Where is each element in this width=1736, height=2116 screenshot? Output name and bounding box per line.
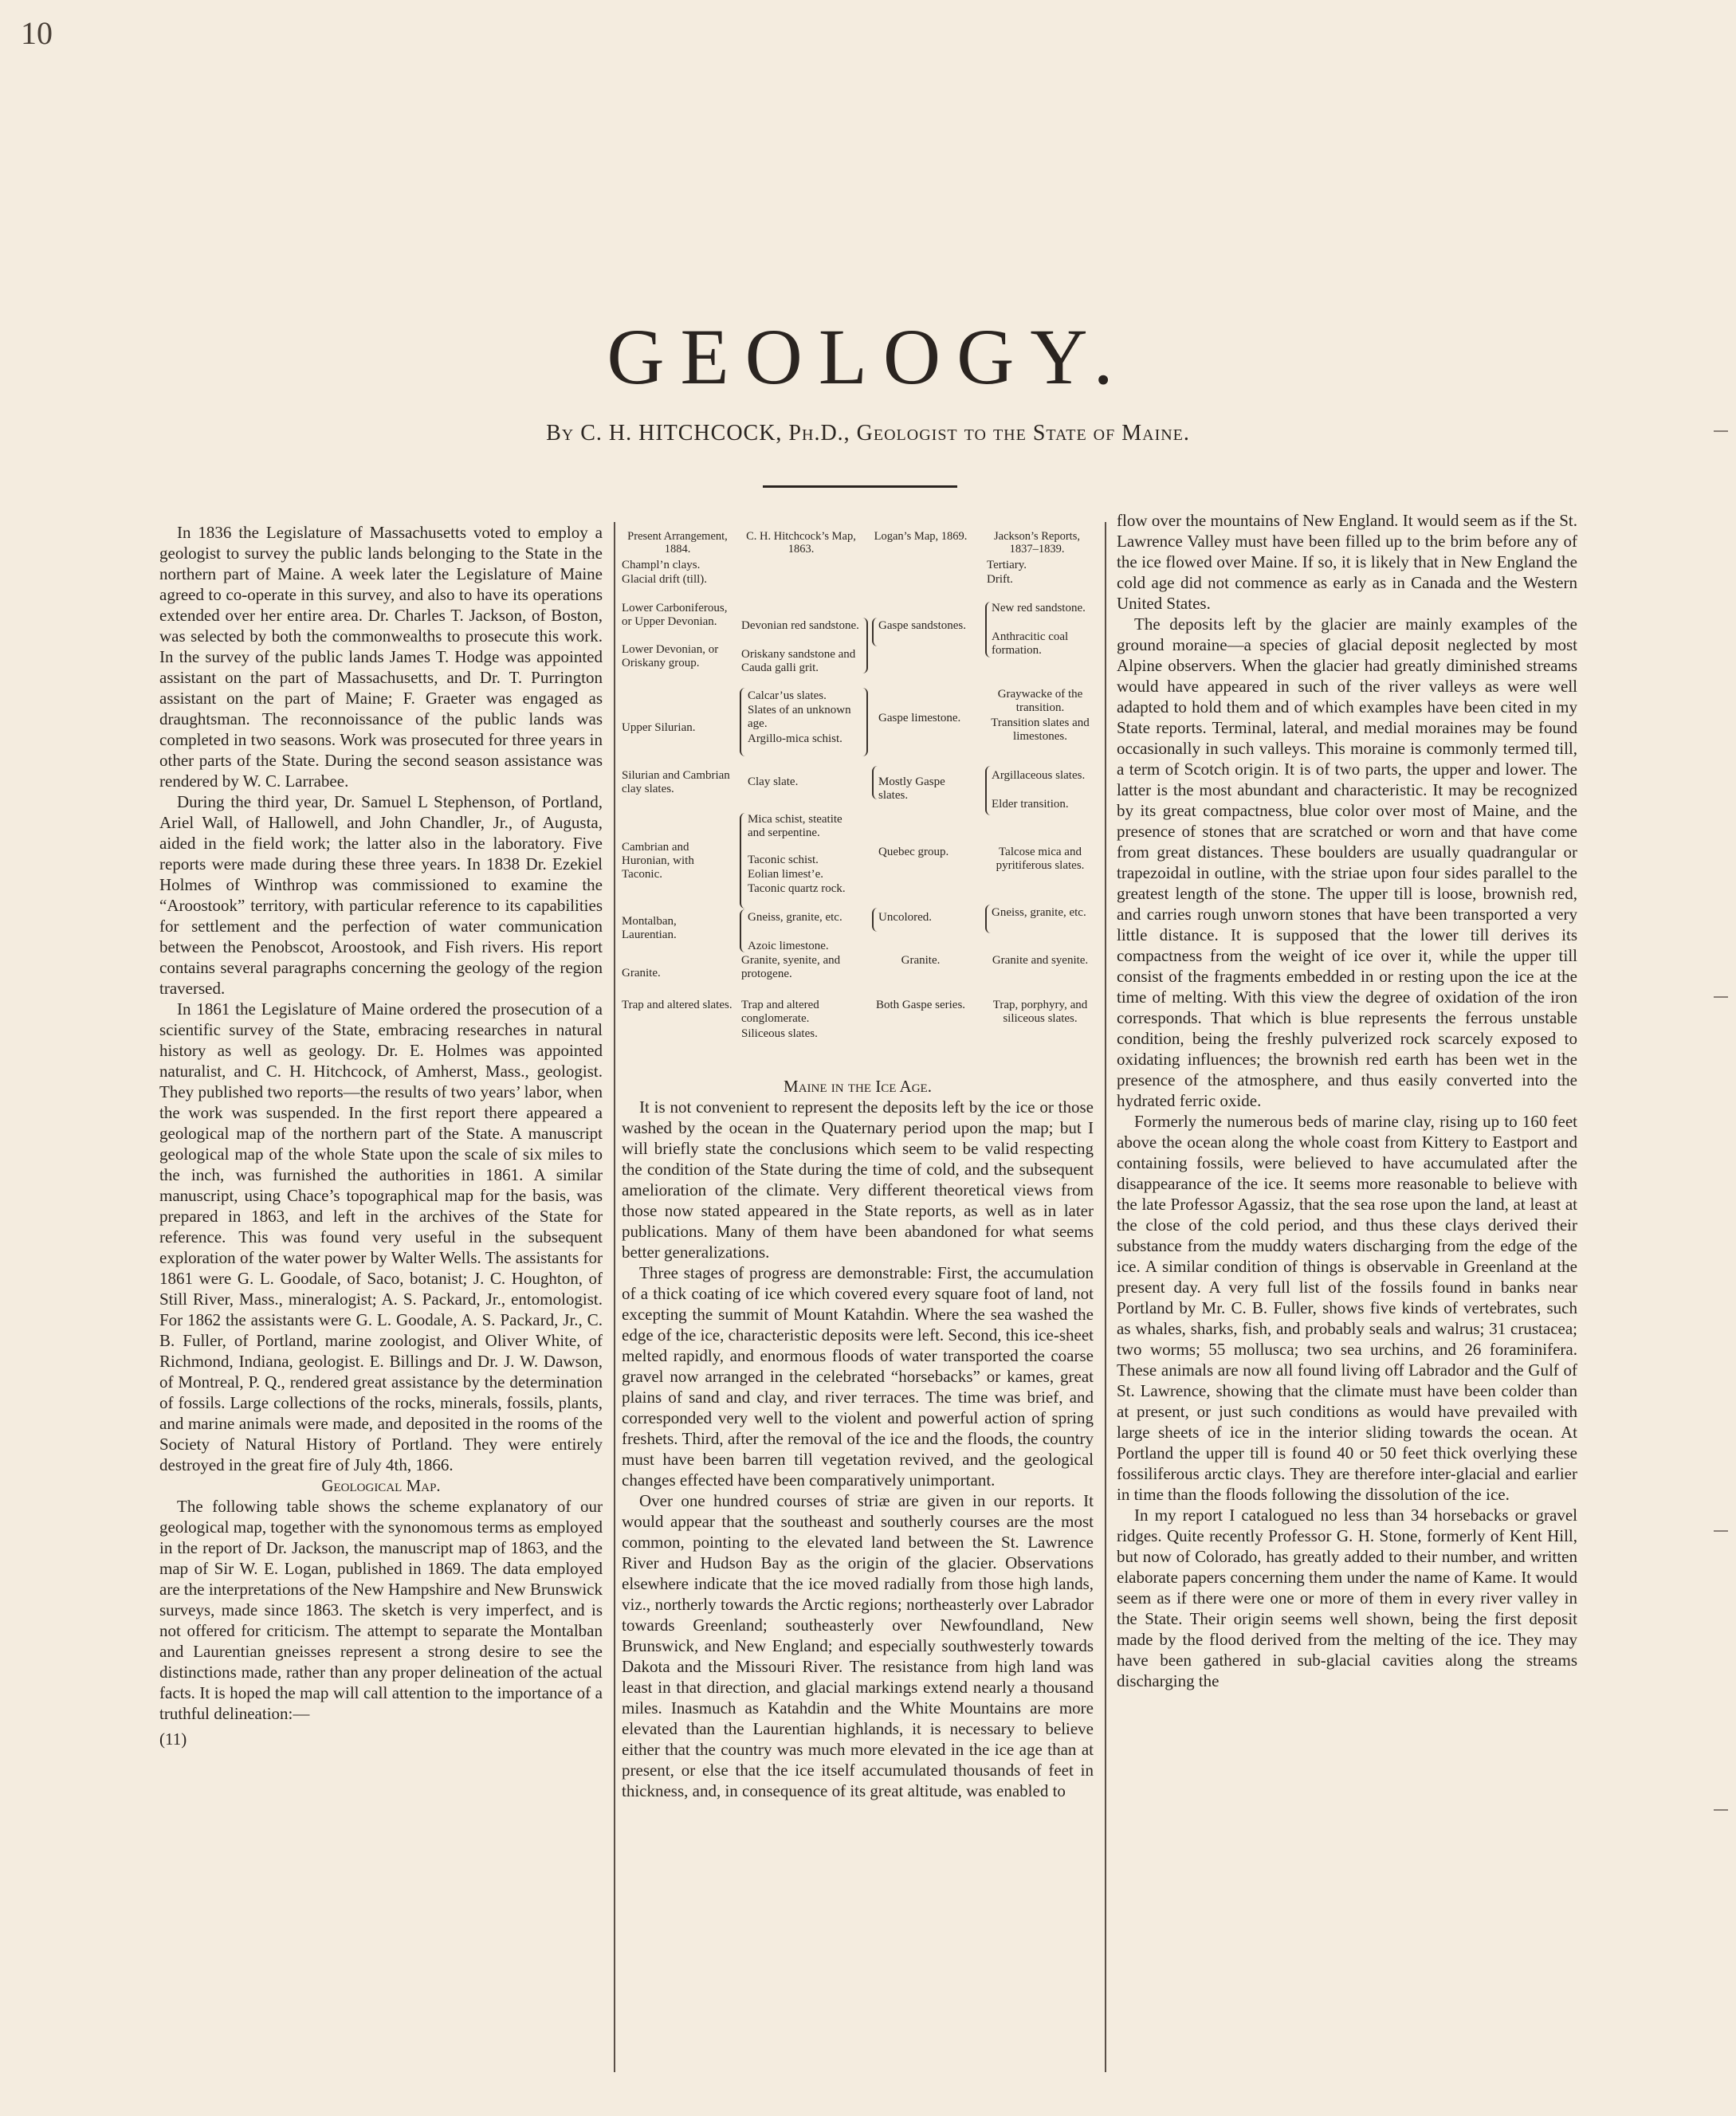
column-divider: [614, 522, 615, 2072]
table-cell: Graywacke of the transition.: [997, 688, 1083, 714]
table-cell: Granite.: [901, 954, 941, 967]
table-header: Jackson’s Reports, 1837–1839.: [994, 530, 1080, 555]
table-cell: New red sandstone.: [992, 602, 1086, 614]
table-brace: [862, 618, 868, 673]
title-rule: [763, 485, 957, 488]
table-cell: Calcar’us slates.: [748, 689, 827, 702]
byline: By C. H. HITCHCOCK, Ph.D., Geologist to the State of Maine.: [546, 421, 1190, 446]
table-cell: Elder transition.: [992, 798, 1069, 811]
table-cell: Anthracitic coal formation.: [992, 630, 1069, 657]
table-cell: Quebec group.: [878, 846, 949, 858]
paragraph: Three stages of progress are demonstrable: First, the accumulation of a thick coating of ice which covered every square foot of land, not excepting the summit of Mount Katahdin. Where the sea washed the edge of the ice, characteristic deposits were left. Second, this ice-sheet melted rapidly, and enormous floods of water transported the coarse gravel now arranged in the celebrated “horsebacks” or kames, great plains of sand and clay, and river terraces. The time was brief, and corresponded very well to the violent and powerful action of spring freshets. Third, after the removal of the ice and the floods, the country must have been barren till vegetation revived, and the geological changes effected have been comparatively unimportant.: [622, 1263, 1094, 1490]
table-cell: Drift.: [987, 573, 1013, 586]
page-title: GEOLOGY.: [607, 312, 1129, 401]
table-cell: Trap, porphyry, and siliceous slates.: [992, 999, 1088, 1025]
table-cell: Argillaceous slates.: [992, 769, 1086, 782]
table-cell: Oriskany sandstone and Cauda galli grit.: [741, 648, 856, 674]
page-corner-mark: 10: [21, 15, 53, 51]
table-cell: Both Gaspe series.: [875, 999, 966, 1011]
section-heading-geological-map: Geological Map.: [321, 1476, 441, 1495]
table-cell: Lower Devonian, or Oriskany group.: [622, 643, 719, 669]
table-cell: Azoic limestone.: [748, 940, 829, 952]
table-cell: Upper Silurian.: [622, 721, 696, 734]
table-cell: Gneiss, granite, etc.: [748, 911, 842, 924]
table-cell: Trap and altered slates.: [622, 999, 732, 1011]
table-cell: Silurian and Cambrian clay slates.: [622, 769, 730, 795]
table-cell: Siliceous slates.: [741, 1027, 818, 1040]
paragraph: The deposits left by the glacier are mainly examples of the ground moraine—a species of glacial deposit neglected by most Alpine observers. When the glacier had greatly diminished streams would have appeared in such of the river valleys as were well adapted to hold them and of which examples have been cited in my State reports. Terminal, lateral, and medial moraines may be found occasionally in such valleys. This moraine is commonly termed till, a term of Scotch origin. It is of two parts, the upper and lower. The latter is the most abundant and characteristic. It may be recognized by its great compactness, blue color over most of Maine, and the presence of stones that are scratched or worn and that have come from great distances. These boulders are usually quadrangular or trapezoidal in outline, with the striae upon four sides parallel to the greatest length of the stone. The upper till is loose, brownish red, and carries rough unworn stones that have been transported a very little distance. It is supposed that the lower till derives its compactness from the weight of ice over it, while the upper till consist of the fragments embedded in or resting upon the ice at the time of melting. With this view the degree of oxidation of the iron corresponds. That which is blue represents the ferrous unstable condition, being the freshly pulverized rock scarcely exposed to oxidating influences; the brownish red earth has been wet in the presence of the atmosphere, and thus easily converted into the hydrated ferric oxide.: [1117, 614, 1577, 1110]
table-cell: Gaspe limestone.: [878, 712, 961, 724]
table-cell: Granite.: [622, 967, 661, 979]
geological-table: [622, 530, 1094, 1056]
paragraph: Formerly the numerous beds of marine clay, rising up to 160 feet above the ocean along the whole coast from Kittery to Eastport and containing fossils, were believed to have accumulated after the disappearance of the ice. It seems more reasonable to believe with the late Professor Agassiz, that the sea rose upon the land, at least at the close of the cold period, and thus these clays derived their substance from the muddy waters discharging from the edge of the ice. A similar condition of things is observable in Greenland at the present day. A very full list of the fossils found in banks near Portland by Mr. C. B. Fuller, shows five kinds of vertebrates, such as whales, sharks, fish, and probably seals and walrus; 31 crustacea; two worms; 55 mollusca; two sea urchins, and 26 foraminifera. These animals are now all found living off Labrador and the Gulf of St. Lawrence, showing that the climate must have been colder than at present, or just such conditions as would have prevailed with large sheets of ice in the interior sliding towards the ocean. At Portland the upper till is found 40 or 50 feet thick overlying these fossiliferous arctic clays. They are therefore inter-glacial and earlier in time than the floods following the dissolution of the ice.: [1117, 1112, 1577, 1504]
table-brace: [985, 602, 991, 658]
table-cell: Trap and altered conglomerate.: [741, 999, 819, 1025]
table-cell: Granite, syenite, and protogene.: [741, 954, 841, 980]
paragraph: During the third year, Dr. Samuel L Stephenson, of Portland, Ariel Wall, of Hallowell, and John Chandler, Jr., of Augusta, aided in the field work; the latter also in the laboratory. Five reports were made during these three years. In 1838 Dr. Ezekiel Holmes of Winthrop was commissioned to examine the “Aroostook” territory, with particular reference to its capabilities for settlement and the perfection of water communication between the Penobscot, Aroostook, and Fish rivers. His report contains several paragraphs concerning the geology of the region traversed.: [159, 792, 603, 998]
paragraph: Over one hundred courses of striæ are given in our reports. It would appear that the southeast and southerly courses are the most common, pointing to the elevated land between the St. Lawrence River and Hudson Bay as the origin of the glacier. Observations elsewhere indicate that the ice moved radially from those high lands, viz., northerly towards the Arctic regions; northeasterly over Labrador towards Greenland; southeasterly over Newfoundland, New Brunswick, and New England; and especially southwesterly towards Dakota and the Missouri River. The resistance from high land was least in that direction, and glacial markings extend nearly a thousand miles. Inasmuch as Katahdin and the White Mountains are more elevated than the Laurentian highlands, it is necessary to believe either that the country was much more elevated in the ice age than at present, or else that the ice itself accumulated thousands of feet in thickness, and, in consequence of its great altitude, was enabled to: [622, 1491, 1094, 1800]
column-3: [1117, 510, 1577, 1691]
column-divider: [1105, 522, 1106, 2072]
table-cell: Tertiary.: [987, 559, 1027, 571]
paragraph: In my report I catalogued no less than 34 horsebacks or gravel ridges. Quite recently Professor G. H. Stone, formerly of Kent Hill, but now of Colorado, has greatly added to their number, and written elaborate papers concerning them under the name of Kame. It would seem as if there were one or more of them in every river valley in the State. Their origin seems well shown, being the first deposit made by the flood derived from the melting of the ice. They may have been gathered in sub-glacial cavities along the streams discharging the: [1117, 1506, 1577, 1690]
paragraph: In 1836 the Legislature of Massachusetts voted to employ a geologist to survey the public lands belonging to the State in the northern part of Maine. A week later the Legislature of Maine agreed to co-operate in this survey, and also to have its operations extended over her entire area. Dr. Charles T. Jackson, of Boston, was selected by both the commonwealths to prosecute this work. In the survey of the public lands James T. Hodge was appointed assistant on the part of Massachusetts, and Dr. T. Purrington assistant on the part of Maine; F. Graeter was engaged as draughtsman. The reconnoissance of the public lands was completed in two seasons. Work was prosecuted for three years in other parts of the State. During the second season assistance was rendered by W. C. Larrabee.: [159, 523, 603, 791]
table-cell: Granite and syenite.: [992, 954, 1089, 967]
table-header: Present Arrangement, 1884.: [627, 530, 728, 555]
table-cell: Montalban, Laurentian.: [622, 915, 677, 941]
column-2: [622, 1076, 1094, 1801]
table-brace: [740, 909, 745, 952]
table-cell: Eolian limest’e.: [748, 868, 823, 881]
table-cell: Gaspe sandstones.: [878, 619, 966, 632]
paragraph: It is not convenient to represent the deposits left by the ice or those washed by the ocean in the Quaternary period upon the map; but I will briefly state the conclusions which seem to be valid respecting the condition of the State during the time of cold, and the subsequent amelioration of the climate. Very different theoretical views from those now stated appeared in the State reports, as well as in later publications. Many of them have been abandoned for what seems better generalizations.: [622, 1097, 1094, 1262]
table-cell: Mica schist, steatite and serpentine.: [748, 813, 842, 839]
paragraph: The following table shows the scheme explanatory of our geological map, together with the synonomous terms as employed in the report of Dr. Jackson, the manuscript map of 1863, and the map of Sir W. E. Logan, published in 1869. The data employed are the interpretations of the New Hampshire and New Brunswick surveys, made since 1863. The sketch is very imperfect, and is not offered for criticism. The attempt to separate the Montalban and Laurentian gneisses represent a strong desire to see the distinctions made, rather than any proper delineation of the actual facts. It is hoped the map will call attention to the importance of a truthful delineation:—: [159, 1497, 603, 1723]
table-brace: [862, 688, 868, 756]
table-cell: Argillo-mica schist.: [748, 732, 842, 745]
table-header: Logan’s Map, 1869.: [874, 530, 968, 543]
column-1: [159, 522, 603, 1749]
table-cell: Mostly Gaspe slates.: [878, 775, 945, 802]
table-cell: Uncolored.: [878, 911, 933, 924]
table-cell: Slates of an unknown age.: [748, 704, 851, 730]
table-cell: Glacial drift (till).: [622, 573, 708, 586]
table-cell: Transition slates and limestones.: [991, 716, 1090, 743]
table-brace: [985, 766, 991, 815]
table-cell: Taconic quartz rock.: [748, 882, 846, 895]
margin-tick: [1714, 430, 1728, 432]
table-cell: Gneiss, granite, etc.: [992, 906, 1086, 919]
margin-tick: [1714, 1530, 1728, 1532]
table-cell: Lower Carboniferous, or Upper Devonian.: [622, 602, 728, 628]
page-number: (11): [159, 1729, 187, 1749]
table-cell: Cambrian and Huronian, with Taconic.: [622, 841, 694, 881]
table-cell: Talcose mica and pyritiferous slates.: [996, 846, 1085, 872]
paragraph: In 1861 the Legislature of Maine ordered the prosecution of a scientific survey of the State, embracing researches in natural history as well as geology. Dr. E. Holmes was appointed naturalist, and C. H. Hitchcock, of Amherst, Mass., geologist. They published two reports—the results of two years’ labor, when the work was suspended. In the first report there appeared a geological map of the northern part of the State. A manuscript geological map of the whole State upon the scale of six miles to the inch, was furnished the authorities in 1861. A similar manuscript, using Chace’s topographical map for the basis, was prepared in 1863, and left in the archives of the State for reference. This was found very useful in the subsequent exploration of the water power by Walter Wells. The assistants for 1861 were G. L. Goodale, of Saco, botanist; J. C. Houghton, of Still River, Mass., mineralogist; A. S. Packard, Jr., entomologist. For 1862 the assistants were G. L. Goodale, A. S. Packard, Jr., C. B. Fuller, of Portland, marine zoologist, and Oliver White, of Richmond, Indiana, geologist. E. Billings and Dr. J. W. Dawson, of Montreal, P. Q., rendered great assistance by the determination of fossils. Large collections of the rocks, minerals, fossils, plants, and marine animals were made, and deposited in the rooms of the Society of Natural History of Portland. They were entirely destroyed in the great fire of July 4th, 1866.: [159, 999, 603, 1474]
table-cell: Champl’n clays.: [622, 559, 701, 571]
table-cell: Devonian red sandstone.: [741, 619, 859, 632]
section-heading-ice-age: Maine in the Ice Age.: [784, 1077, 932, 1096]
table-header: C. H. Hitchcock’s Map, 1863.: [746, 530, 856, 555]
margin-tick: [1714, 996, 1728, 998]
table-brace: [872, 618, 878, 646]
table-cell: Taconic schist.: [748, 854, 819, 866]
table-brace: [872, 766, 878, 799]
table-brace: [740, 813, 745, 909]
table-cell: Clay slate.: [748, 775, 799, 788]
table-brace: [985, 905, 991, 933]
margin-tick: [1714, 1809, 1728, 1811]
table-brace: [872, 908, 878, 932]
table-brace: [740, 688, 745, 756]
paragraph: flow over the mountains of New England. It would seem as if the St. Lawrence Valley must have been filled up to the brim before any of the ice flowed over Maine. If so, it is likely that in New England the cold age did not commence as early as in Canada and the Western United States.: [1117, 511, 1577, 613]
